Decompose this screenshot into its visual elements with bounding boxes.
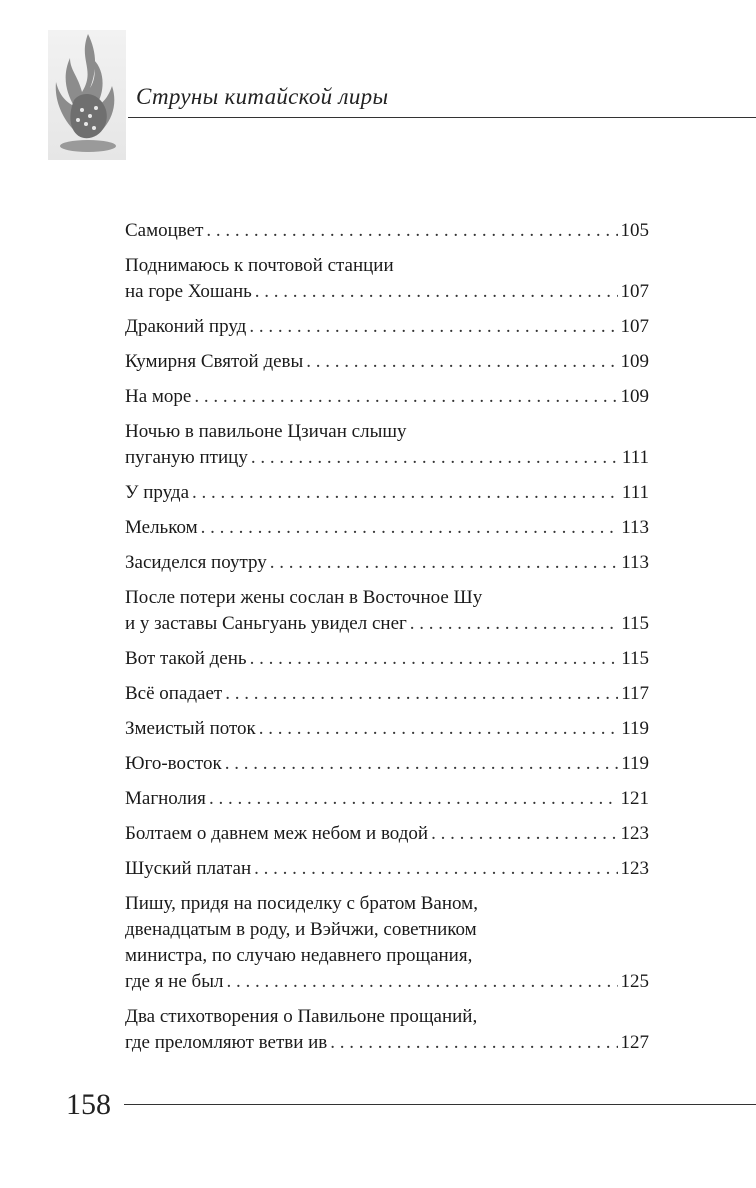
toc-entry-leader-line xyxy=(125,218,649,244)
toc-entry-page: 107 xyxy=(620,316,649,337)
toc-entry-leader-line xyxy=(125,681,649,707)
toc-entry-leader-line xyxy=(125,969,649,995)
toc-entry xyxy=(125,681,649,707)
dot-leader xyxy=(259,716,618,742)
toc-entry xyxy=(125,716,649,742)
toc-entry-title-line: министра, по случаю недавнего прощания, xyxy=(125,945,473,966)
toc-entry xyxy=(125,419,649,471)
dot-leader xyxy=(306,349,617,375)
toc-entry-page: 125 xyxy=(620,971,649,992)
toc-entry-leader-line xyxy=(125,646,649,672)
page-number: 158 xyxy=(66,1088,111,1121)
toc-entry-leader-line xyxy=(125,611,649,637)
toc-entry-title: Всё опадает xyxy=(125,683,223,704)
toc-entry-leader-line xyxy=(125,821,649,847)
toc-entry-page: 121 xyxy=(620,788,649,809)
toc-entry-page: 127 xyxy=(620,1032,649,1053)
footer-rule xyxy=(124,1104,756,1105)
toc-entry-page: 123 xyxy=(620,858,649,879)
toc-entry xyxy=(125,349,649,375)
dot-leader xyxy=(270,550,618,576)
toc-entry-leader-line xyxy=(125,716,649,742)
toc-entry-leader-line xyxy=(125,445,649,471)
dot-leader xyxy=(206,218,617,244)
running-title: Струны китайской лиры xyxy=(136,84,389,109)
toc-entry-title: Самоцвет xyxy=(125,220,204,241)
toc-entry xyxy=(125,218,649,244)
toc-entry-leader-line xyxy=(125,384,649,410)
toc-entry-title: Болтаем о давнем меж небом и водой xyxy=(125,823,429,844)
toc-entry xyxy=(125,253,649,305)
toc-entry-title: где я не был xyxy=(125,971,224,992)
toc-entry xyxy=(125,646,649,672)
toc-entry-leader-line xyxy=(125,751,649,777)
toc-entry xyxy=(125,550,649,576)
toc-entry-title-line: двенадцатым в роду, и Вэйчжи, советником xyxy=(125,919,477,940)
dot-leader xyxy=(226,969,617,995)
toc-entry-leader-line xyxy=(125,480,649,506)
toc-entry-title: Вот такой день xyxy=(125,648,247,669)
toc-entry-title: Кумирня Святой девы xyxy=(125,351,304,372)
toc-entry-page: 105 xyxy=(620,220,649,241)
dot-leader xyxy=(431,821,617,847)
toc-entry xyxy=(125,891,649,995)
toc-entry xyxy=(125,821,649,847)
toc-entry-title: Драконий пруд xyxy=(125,316,247,337)
toc-entry-page: 123 xyxy=(620,823,649,844)
toc-entry xyxy=(125,786,649,812)
toc-entry-page: 113 xyxy=(621,552,649,573)
toc-entry-page: 113 xyxy=(621,517,649,538)
dot-leader xyxy=(194,384,617,410)
dot-leader xyxy=(250,646,619,672)
toc-entry-title: На море xyxy=(125,386,192,407)
toc-entry-leader-line xyxy=(125,786,649,812)
toc-entry xyxy=(125,314,649,340)
toc-entry-page: 111 xyxy=(621,447,649,468)
dot-leader xyxy=(192,480,619,506)
toc-entry xyxy=(125,1004,649,1056)
toc-entry-leader-line xyxy=(125,515,649,541)
toc-entry-page: 109 xyxy=(620,386,649,407)
toc-entry-leader-line xyxy=(125,550,649,576)
toc-entry-title-line: Ночью в павильоне Цзичан слышу xyxy=(125,421,407,442)
toc-entry-title: на горе Хошань xyxy=(125,281,252,302)
toc-entry-page: 119 xyxy=(621,718,649,739)
toc-entry-title-line: Два стихотворения о Павильоне прощаний, xyxy=(125,1006,478,1027)
toc-entry-title-line: Поднимаюсь к почтовой станции xyxy=(125,255,394,276)
toc-entry xyxy=(125,384,649,410)
dot-leader xyxy=(249,314,617,340)
toc-entry-leader-line xyxy=(125,856,649,882)
dot-leader xyxy=(225,681,618,707)
toc-entry-page: 107 xyxy=(620,281,649,302)
toc-entry-title: где преломляют ветви ив xyxy=(125,1032,328,1053)
dot-leader xyxy=(254,856,617,882)
toc-entry-leader-line xyxy=(125,279,649,305)
toc-entry-title: Магнолия xyxy=(125,788,206,809)
toc-entry-leader-line xyxy=(125,314,649,340)
header-rule xyxy=(128,117,756,118)
toc-entry-title: пуганую птицу xyxy=(125,447,248,468)
table-of-contents xyxy=(125,218,649,1065)
toc-entry-leader-line xyxy=(125,1030,649,1056)
dot-leader xyxy=(209,786,618,812)
toc-entry xyxy=(125,585,649,637)
dot-leader xyxy=(251,445,619,471)
toc-entry-title-line: После потери жены сослан в Восточное Шу xyxy=(125,587,483,608)
toc-entry xyxy=(125,515,649,541)
toc-entry-page: 115 xyxy=(621,648,649,669)
dot-leader xyxy=(255,279,618,305)
dot-leader xyxy=(225,751,618,777)
toc-entry-page: 119 xyxy=(621,753,649,774)
toc-entry-leader-line xyxy=(125,349,649,375)
toc-entry-page: 111 xyxy=(621,482,649,503)
toc-entry xyxy=(125,751,649,777)
toc-entry-title: Шуский платан xyxy=(125,858,252,879)
toc-entry-title: Змеистый поток xyxy=(125,718,256,739)
flame-dragon-icon xyxy=(48,30,126,160)
toc-entry-title: Засиделся поутру xyxy=(125,552,267,573)
toc-entry-title: и у заставы Саньгуань увидел снег xyxy=(125,613,407,634)
toc-entry xyxy=(125,480,649,506)
toc-entry xyxy=(125,856,649,882)
toc-entry-page: 115 xyxy=(621,613,649,634)
toc-entry-page: 117 xyxy=(621,683,649,704)
dot-leader xyxy=(410,611,618,637)
toc-entry-page: 109 xyxy=(620,351,649,372)
toc-entry-title: Юго-восток xyxy=(125,753,222,774)
dot-leader xyxy=(330,1030,617,1056)
toc-entry-title-line: Пишу, придя на посиделку с братом Ваном, xyxy=(125,893,478,914)
dot-leader xyxy=(201,515,619,541)
toc-entry-title: Мельком xyxy=(125,517,198,538)
toc-entry-title: У пруда xyxy=(125,482,190,503)
